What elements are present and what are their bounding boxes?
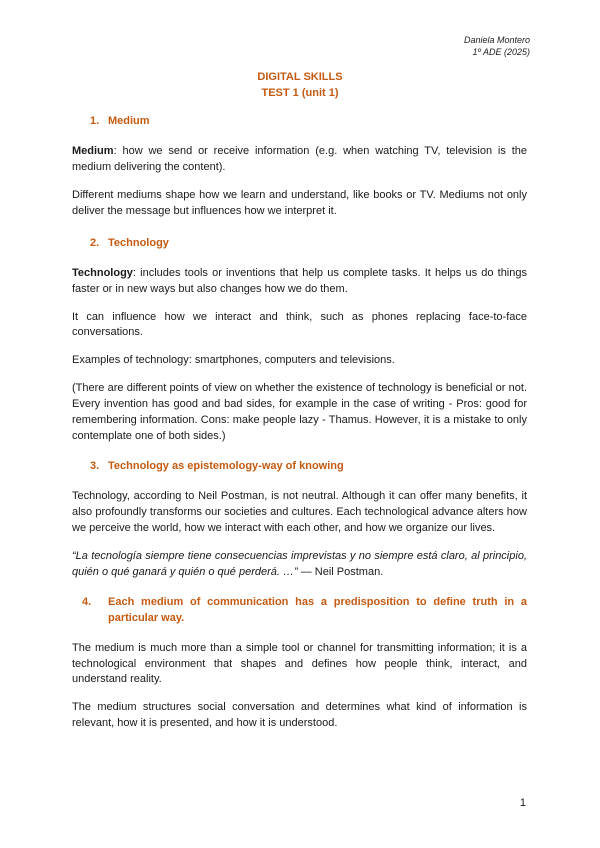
section-number: 2. <box>90 236 100 249</box>
section-title: Technology <box>108 236 169 249</box>
page-number: 1 <box>519 797 526 809</box>
term-bold: Medium <box>72 144 114 157</box>
paragraph: It can influence how we interact and think, such as phones replacing face-to-face conversations. <box>72 310 527 339</box>
section-heading-truth <box>72 595 527 627</box>
paragraph: The medium is much more than a simple tool or channel for transmitting information; it is a technological environment that shapes and defines how people think, interact, and understand reality. <box>72 641 527 686</box>
definition-text: : how we send or receive information (e.g. when watching TV, television is the medium delivering the content). <box>72 144 527 173</box>
section-heading-technology <box>72 236 527 252</box>
author-name: Daniela Montero <box>463 35 530 45</box>
course-label: 1º ADE (2025) <box>472 47 530 58</box>
document-title <box>0 70 600 102</box>
paragraph: Different mediums shape how we learn and understand, like books or TV. Mediums not only deliver the message but influences how we interpret it. <box>72 188 527 217</box>
definition-text: : includes tools or inventions that help us complete tasks. It helps us do things faster or in new ways but also changes how we do them. <box>72 266 527 295</box>
section-number: 1. <box>90 115 100 127</box>
section-heading-epistemology <box>72 459 527 475</box>
paragraph: (There are different points of view on whether the existence of technology is beneficial or not. Every invention has good and bad sides, for example in the case of writing - Pros: good for remembering information. Cons: make people lazy - Thamus. However, it is a mistake to only contemplate one of both sides.) <box>72 382 527 443</box>
paragraph: The medium structures social conversation and determines what kind of information is relevant, how it is presented, and how it is understood. <box>72 701 527 730</box>
section-number: 3. <box>90 460 100 473</box>
paragraph: Technology, according to Neil Postman, is not neutral. Although it can offer many benefits, it also profoundly transforms our societies and cultures. Each technological advance alters how we perceive the world, how we interact with each other, and how we organize our lives. <box>72 490 527 534</box>
page-header <box>464 34 530 58</box>
paragraph <box>72 266 527 298</box>
section-title: Each medium of communication has a predisposition to define truth in a particular way. <box>108 595 527 624</box>
section-title: Medium <box>108 115 150 127</box>
postman-quote <box>72 549 527 581</box>
title-line-1: DIGITAL SKILLS <box>257 71 343 83</box>
section-number: 4. <box>82 595 92 608</box>
paragraph: Examples of technology: smartphones, computers and televisions. <box>72 354 395 367</box>
document-body <box>72 114 527 744</box>
title-line-2: TEST 1 (unit 1) <box>261 86 339 99</box>
section-heading-medium <box>72 114 527 130</box>
section-title: Technology as epistemology-way of knowing <box>108 460 344 473</box>
term-bold: Technology <box>72 266 133 279</box>
quote-text: “La tecnología siempre tiene consecuencias imprevistas y no siempre está claro, al principio, quién o qué ganará y quién o qué perderá. …” <box>72 549 527 578</box>
quote-author: — Neil Postman. <box>297 565 384 578</box>
paragraph <box>72 144 527 176</box>
